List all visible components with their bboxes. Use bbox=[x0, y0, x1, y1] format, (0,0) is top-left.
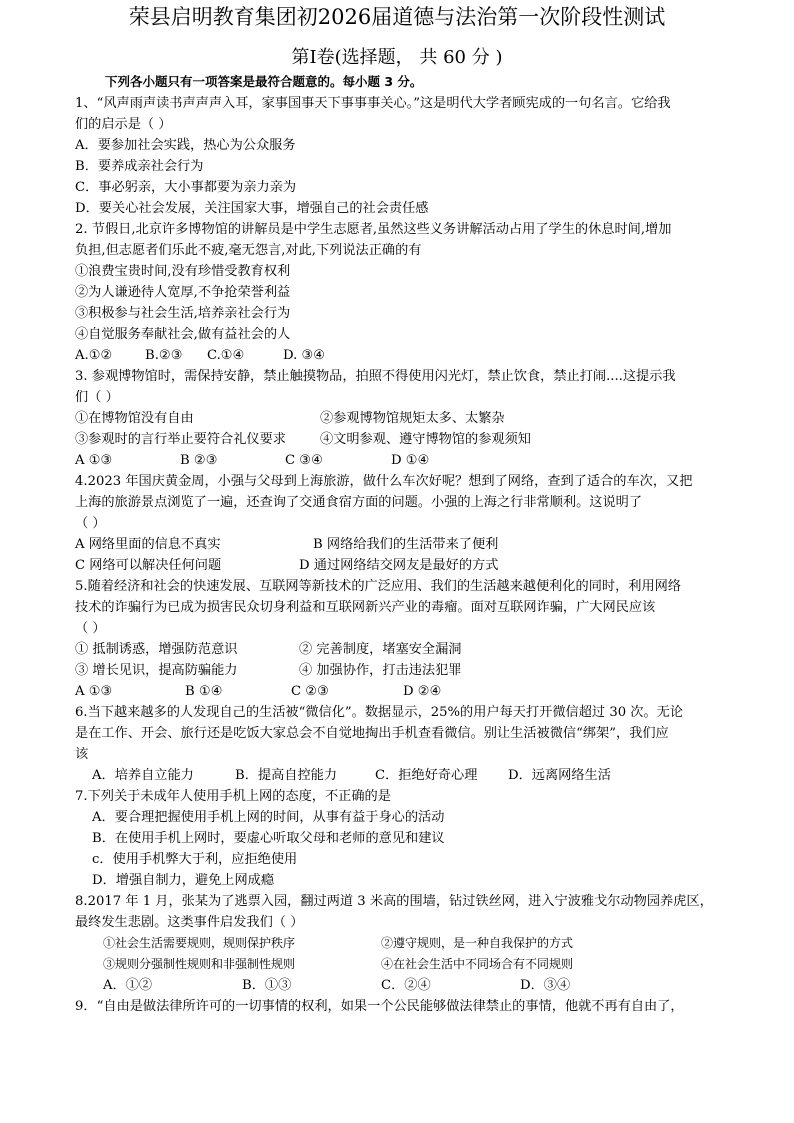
q8-statement: ③规则分强制性规则和非强制性规则 bbox=[103, 957, 296, 971]
q1-stem-line: 1、“风声雨声读书声声声入耳，家事国事天下事事事关心。”这是明代大学者顾宪成的一句名言。它给我 bbox=[75, 96, 671, 111]
q8-option-a: A．①② bbox=[103, 978, 153, 993]
q4-option-d: D 通过网络结交网友是最好的方式 bbox=[299, 558, 499, 573]
q5-options bbox=[75, 681, 723, 702]
q2-stem-line: 负担,但志愿者们乐此不疲,毫无怨言,对此,下列说法正确的有 bbox=[75, 243, 422, 258]
q1-stem-line: 们的启示是（ ） bbox=[75, 117, 172, 132]
questions bbox=[75, 93, 723, 1017]
q1-option-b: B．要养成亲社会行为 bbox=[75, 159, 204, 174]
q4-option-b: B 网络给我们的生活带来了便利 bbox=[313, 537, 499, 552]
q8-statement: ④在社会生活中不同场合有不同规则 bbox=[381, 957, 574, 971]
q6-option-c: C．拒绝好奇心理 bbox=[375, 768, 478, 783]
q7-option-d: D．增强自制力，避免上网成瘾 bbox=[92, 873, 275, 888]
q8-statement-row bbox=[75, 954, 723, 975]
q3-stem-line: 们（ ） bbox=[75, 390, 119, 405]
q2-statement: ③积极参与社会生活,培养亲社会行为 bbox=[75, 306, 291, 321]
q3-statement: ①在博物馆没有自由 bbox=[75, 411, 194, 426]
q6-option-b: B．提高自控能力 bbox=[235, 768, 338, 783]
q3-option-d: D ①④ bbox=[391, 453, 430, 468]
q8-stem-line: 8.2017 年 1 月，张某为了逃票入园，翻过两道 3 米高的围墙，钻过铁丝网，进入宁波雅戈尔动物园养虎区， bbox=[75, 894, 713, 909]
q1-option-a: A．要参加社会实践，热心为公众服务 bbox=[75, 138, 296, 153]
q6-option-a: A．培养自立能力 bbox=[92, 768, 194, 783]
q7-stem: 7.下列关于未成年人使用手机上网的态度，不正确的是 bbox=[75, 789, 391, 804]
q3-option-b: B ②③ bbox=[180, 453, 218, 468]
q5-statement: ④ 加强协作，打击违法犯罪 bbox=[299, 663, 462, 678]
q4-option-row bbox=[75, 534, 723, 555]
q1-option-c: C．事必躬亲，大小事都要为亲力亲为 bbox=[75, 180, 297, 195]
q3-options bbox=[75, 450, 723, 471]
q7-option-a: A．要合理把握使用手机上网的时间，从事有益于身心的活动 bbox=[92, 810, 445, 825]
q2-option-b: B.②③ bbox=[145, 348, 183, 363]
q7-option-c: c．使用手机弊大于利，应拒绝使用 bbox=[92, 852, 298, 867]
instruction: 下列各小题只有一项答案是最符合题意的。每小题 3 分。 bbox=[105, 74, 423, 89]
q7-option-b: B．在使用手机上网时，要虚心听取父母和老师的意见和建议 bbox=[92, 831, 445, 846]
q5-option-d: D ②④ bbox=[403, 684, 442, 699]
q5-stem-line: 5.随着经济和社会的快速发展、互联网等新技术的广泛应用、我们的生活越来越便利化的同时，利用网络 bbox=[75, 579, 682, 594]
q3-statement: ③参观时的言行举止要符合礼仪要求 bbox=[75, 432, 286, 447]
q5-option-c: C ②③ bbox=[291, 684, 329, 699]
q3-stem-line: 3. 参观博物馆时，需保持安静，禁止触摸物品，拍照不得使用闪光灯，禁止饮食，禁止打闹....这提示我 bbox=[75, 369, 676, 384]
q5-option-a: A ①③ bbox=[75, 684, 113, 699]
q9-stem-line: 9．“自由是做法律所许可的一切事情的权利，如果一个公民能够做法律禁止的事情，他就不再有自由了， bbox=[75, 999, 684, 1014]
q8-stem-line: 最终发生悲剧。这类事件启发我们（ ） bbox=[75, 915, 304, 930]
q2-stem-line: 2. 节假日,北京许多博物馆的讲解员是中学生志愿者,虽然这些义务讲解活动占用了学生的休息时间,增加 bbox=[75, 222, 672, 237]
q2-option-d: D. ③④ bbox=[283, 348, 326, 363]
q5-statement-row bbox=[75, 639, 723, 660]
q1-option-d: D．要关心社会发展，关注国家大事，增强自己的社会责任感 bbox=[75, 201, 429, 216]
q3-statement: ④文明参观、遵守博物馆的参观须知 bbox=[320, 432, 531, 447]
q8-statement: ②遵守规则，是一种自我保护的方式 bbox=[381, 936, 574, 950]
q2-statement: ①浪费宝贵时间,没有珍惜受教育权利 bbox=[75, 264, 291, 279]
q3-option-a: A ①③ bbox=[75, 453, 113, 468]
q2-statement: ④自觉服务奉献社会,做有益社会的人 bbox=[75, 327, 291, 342]
q2-statement: ②为人谦逊待人宽厚,不争抢荣誉利益 bbox=[75, 285, 291, 300]
q5-statement: ③ 增长见识，提高防骗能力 bbox=[75, 663, 238, 678]
q8-option-c: C．②④ bbox=[381, 978, 431, 993]
q6-stem-line: 6.当下越来越多的人发现自己的生活被“微信化”。数据显示，25%的用户每天打开微信超过 30 次。无论 bbox=[75, 705, 684, 720]
q3-statement-row bbox=[75, 408, 723, 429]
q5-option-b: B ①④ bbox=[185, 684, 223, 699]
q2-option-c: C.①④ bbox=[207, 348, 245, 363]
q4-option-row bbox=[75, 555, 723, 576]
q5-statement: ② 完善制度，堵塞安全漏洞 bbox=[299, 642, 462, 657]
q5-stem-line: 技术的诈骗行为已成为损害民众切身利益和互联网新兴产业的毒瘤。面对互联网诈骗，广大网民应该 bbox=[75, 600, 656, 615]
q5-statement: ① 抵制诱惑，增强防范意识 bbox=[75, 642, 238, 657]
page-title: 荣县启明教育集团初2026届道德与法治第一次阶段性测试 bbox=[128, 5, 666, 29]
q8-options bbox=[75, 975, 723, 996]
q2-option-a: A.①② bbox=[75, 348, 113, 363]
q3-statement-row bbox=[75, 429, 723, 450]
q8-option-d: D．③④ bbox=[520, 978, 571, 993]
q6-stem-line: 该 bbox=[75, 747, 89, 762]
q3-option-c: C ③④ bbox=[285, 453, 323, 468]
section-heading: 第Ⅰ卷(选择题， 共 60 分 ) bbox=[291, 47, 503, 68]
q6-options bbox=[75, 765, 723, 786]
q4-option-a: A 网络里面的信息不真实 bbox=[75, 537, 221, 552]
q4-stem-line: （ ） bbox=[75, 516, 106, 531]
q5-stem-line: （ ） bbox=[75, 621, 106, 636]
q4-option-c: C 网络可以解决任何问题 bbox=[75, 558, 222, 573]
q8-option-b: B．①③ bbox=[242, 978, 292, 993]
q3-statement: ②参观博物馆规矩太多、太繁杂 bbox=[320, 411, 505, 426]
q2-options bbox=[75, 345, 723, 366]
q8-statement-row bbox=[75, 933, 723, 954]
q5-statement-row bbox=[75, 660, 723, 681]
q4-stem-line: 4.2023 年国庆黄金周，小强与父母到上海旅游，做什么车次好呢？想到了网络，查到了适合的车次，又把 bbox=[75, 474, 693, 489]
q4-stem-line: 上海的旅游景点浏览了一遍，还查询了交通食宿方面的问题。小强的上海之行非常顺利。这说明了 bbox=[75, 495, 643, 510]
q6-option-d: D．远离网络生活 bbox=[508, 768, 611, 783]
q8-statement: ①社会生活需要规则，规则保护秩序 bbox=[103, 936, 296, 950]
q6-stem-line: 是在工作、开会、旅行还是吃饭大家总会不自觉地掏出手机查看微信。别让生活被微信“绑架”，我们应 bbox=[75, 726, 669, 741]
